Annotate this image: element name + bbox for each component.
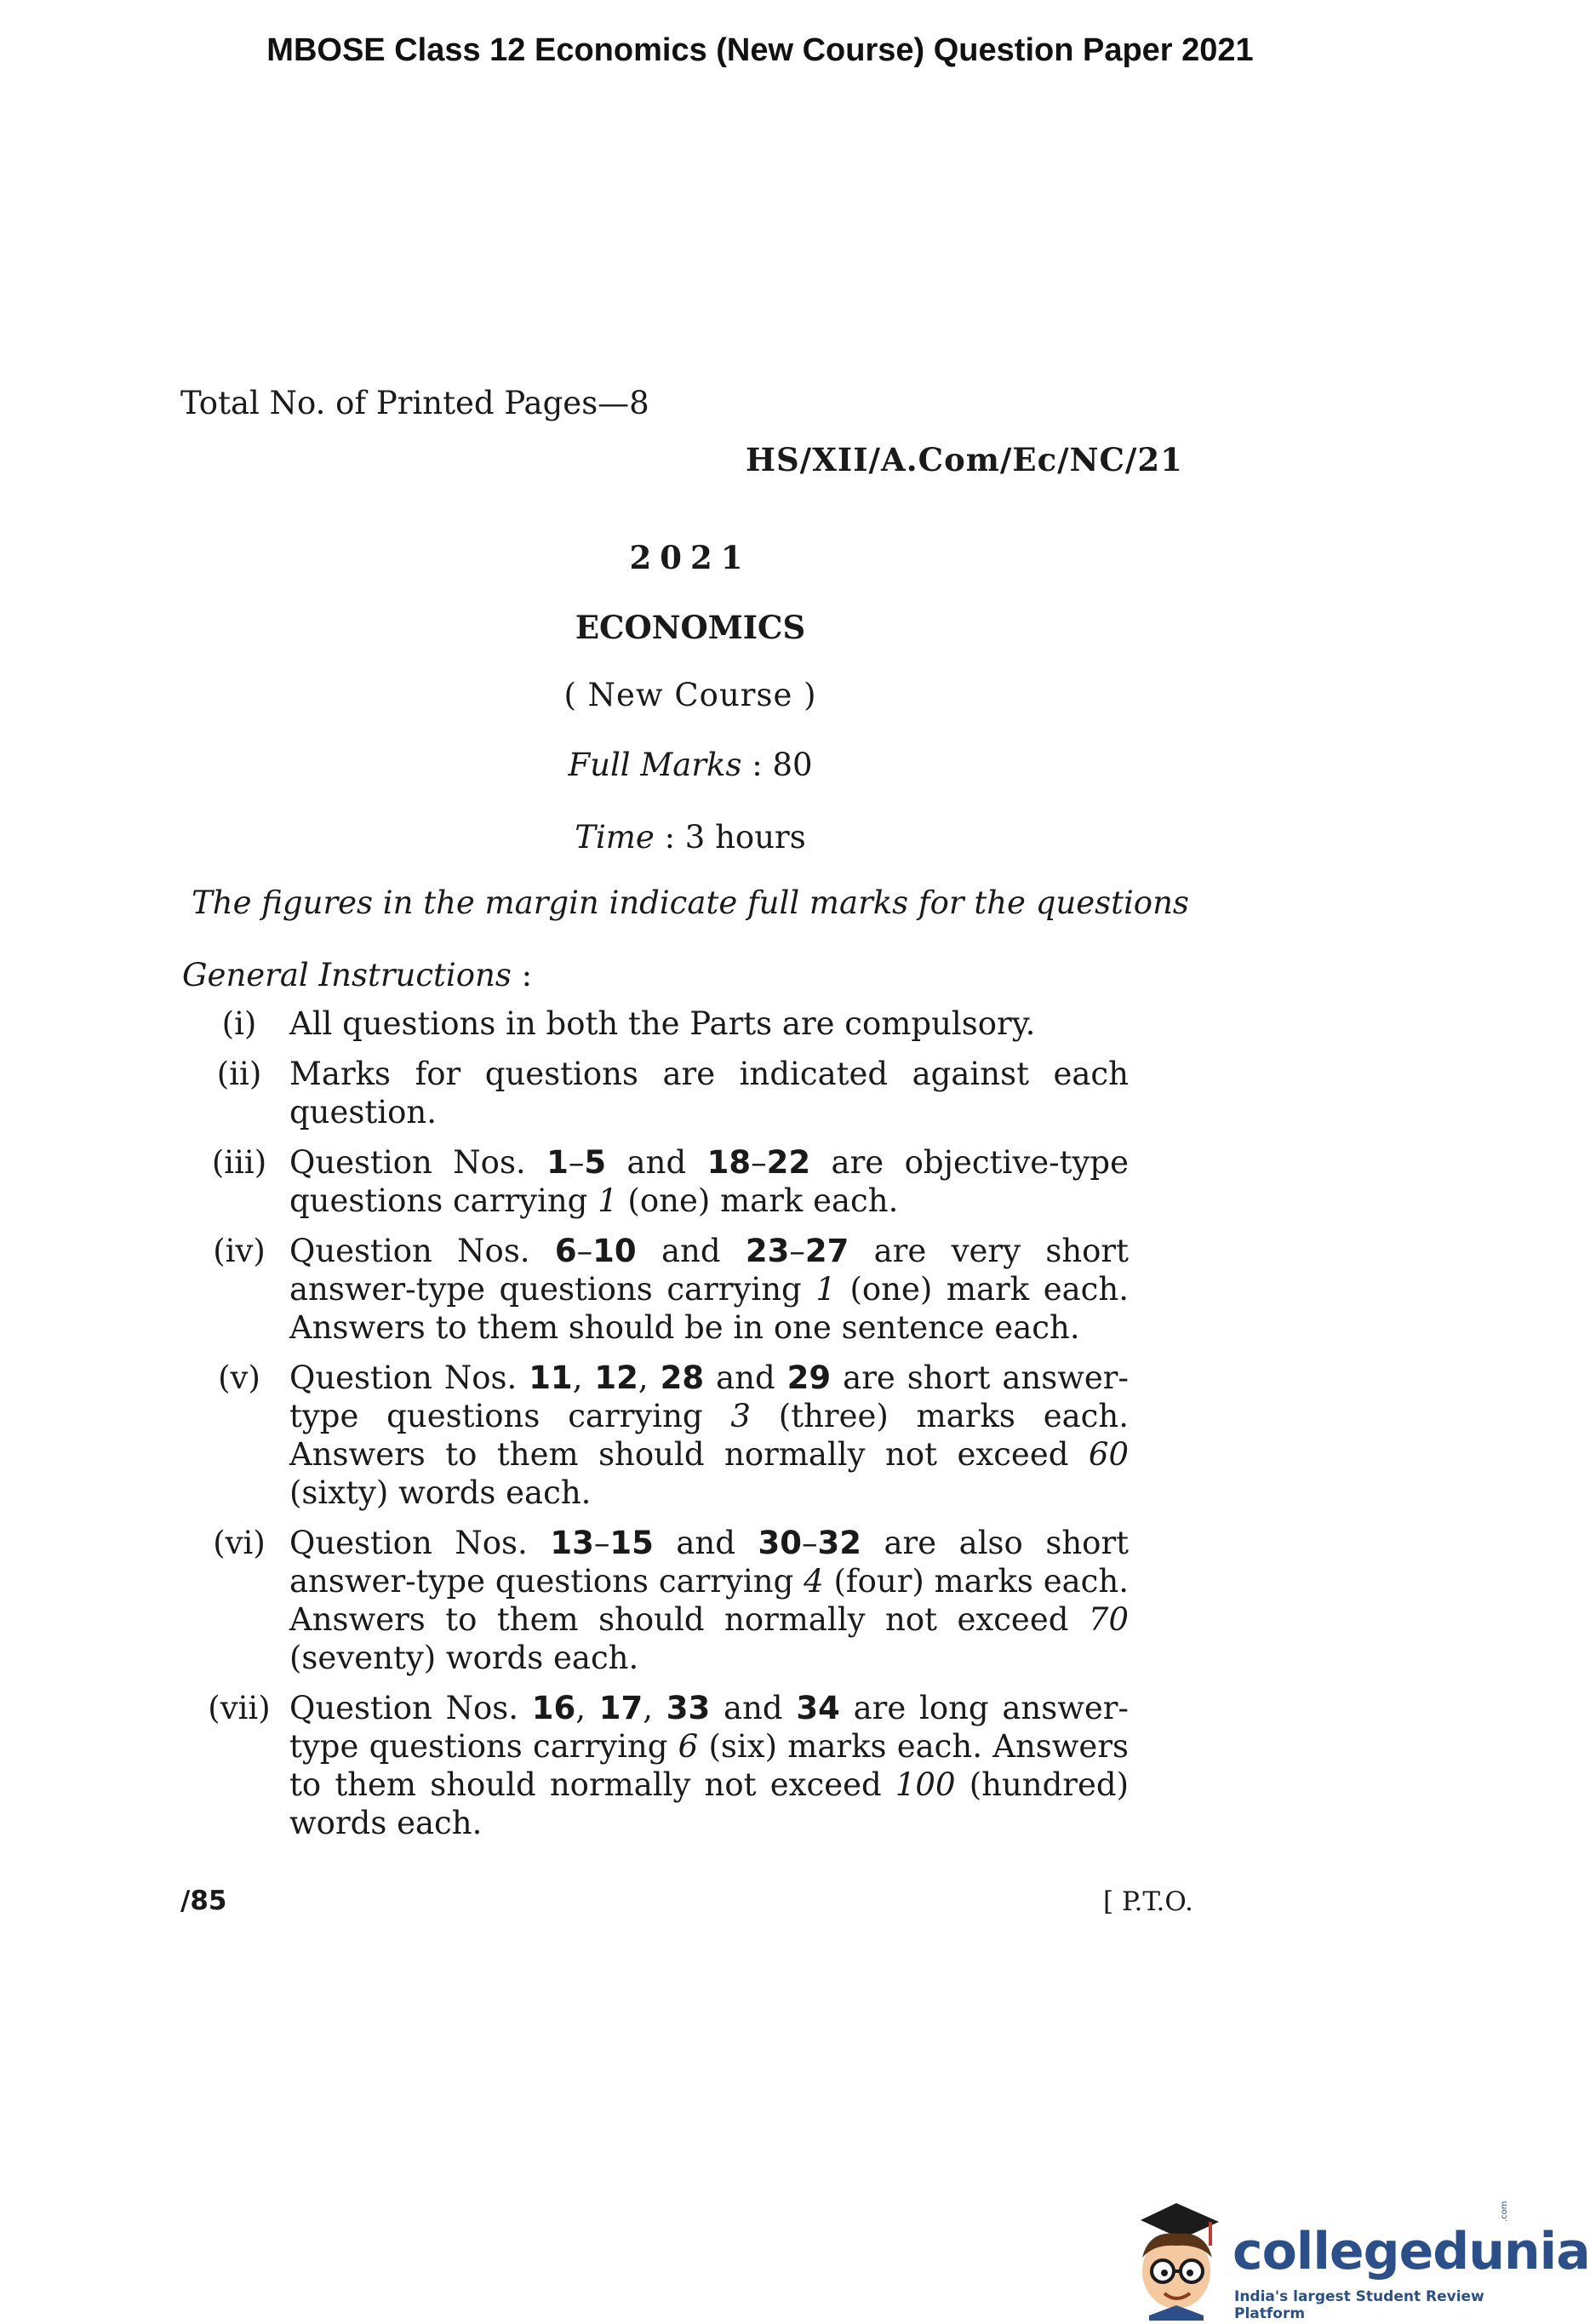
instruction-text: Question Nos. 16, 17, 33 and 34 are long answer-type questions carrying 6 (six) marks each. Answers to them should normally not exceed 100 (hundred) words each. bbox=[289, 1690, 1130, 1841]
instruction-text: Question Nos. 6–10 and 23–27 are very short answer-type questions carrying 1 (one) mark each. Answers to them should be in one sentence each. bbox=[289, 1233, 1129, 1346]
instruction-number: (vii) bbox=[208, 1690, 271, 1726]
logo-domain-suffix: .com bbox=[1500, 2201, 1509, 2222]
mascot-icon bbox=[1124, 2196, 1234, 2321]
time-label: Time bbox=[575, 819, 655, 856]
margin-note: The figures in the margin indicate full marks for the questions bbox=[192, 884, 1189, 921]
instruction-text: Question Nos. 11, 12, 28 and 29 are short answer-type questions carrying 3 (three) marks each. Answers to them should normally not exceed 60 (sixty) words each. bbox=[289, 1359, 1129, 1511]
instruction-item bbox=[0, 1055, 1520, 1131]
instruction-text: Marks for questions are indicated against each question. bbox=[289, 1056, 1129, 1131]
subject-title: ECONOMICS bbox=[575, 609, 806, 646]
instruction-number: (vi) bbox=[213, 1525, 266, 1561]
instruction-text: Question Nos. 1–5 and 18–22 are objective-type questions carrying 1 (one) mark each. bbox=[289, 1144, 1129, 1219]
printed-pages-count: Total No. of Printed Pages—8 bbox=[180, 385, 649, 421]
document-header-title: MBOSE Class 12 Economics (New Course) Question Paper 2021 bbox=[266, 32, 1254, 68]
time-value: : 3 hours bbox=[664, 819, 806, 856]
instruction-number: (iv) bbox=[213, 1233, 266, 1269]
exam-time bbox=[0, 819, 1381, 856]
instruction-number: (i) bbox=[221, 1005, 257, 1042]
instruction-item bbox=[0, 1524, 1520, 1677]
paper-code: HS/XII/A.Com/Ec/NC/21 bbox=[746, 441, 1183, 478]
full-marks bbox=[0, 747, 1381, 783]
instruction-item bbox=[0, 1689, 1520, 1842]
logo-brand-name: collegedunia bbox=[1233, 2222, 1590, 2281]
instructions-list bbox=[0, 1005, 1520, 1854]
exam-year: 2021 bbox=[629, 539, 752, 576]
course-label: ( New Course ) bbox=[563, 677, 817, 713]
general-instructions-heading bbox=[182, 957, 532, 993]
collegedunia-logo bbox=[1124, 2196, 1590, 2322]
full-marks-value: : 80 bbox=[752, 747, 813, 783]
full-marks-label: Full Marks bbox=[568, 747, 742, 783]
instruction-item bbox=[0, 1005, 1520, 1043]
general-instructions-colon: : bbox=[511, 957, 533, 993]
instruction-number: (v) bbox=[218, 1359, 260, 1396]
logo-tagline: India's largest Student Review Platform bbox=[1234, 2288, 1484, 2322]
instruction-text: Question Nos. 13–15 and 30–32 are also short answer-type questions carrying 4 (four) marks each. Answers to them should normally not exceed 70 (seventy) words each. bbox=[289, 1525, 1130, 1676]
instruction-item bbox=[0, 1232, 1520, 1347]
instruction-number: (iii) bbox=[211, 1144, 267, 1181]
general-instructions-label: General Instructions bbox=[182, 957, 512, 993]
pto-label: [ P.T.O. bbox=[1103, 1886, 1193, 1917]
instruction-item bbox=[0, 1143, 1520, 1220]
instruction-text: All questions in both the Parts are compulsory. bbox=[289, 1005, 1036, 1042]
instruction-item bbox=[0, 1359, 1520, 1512]
instruction-number: (ii) bbox=[216, 1056, 262, 1092]
page-code: /85 bbox=[180, 1886, 227, 1916]
